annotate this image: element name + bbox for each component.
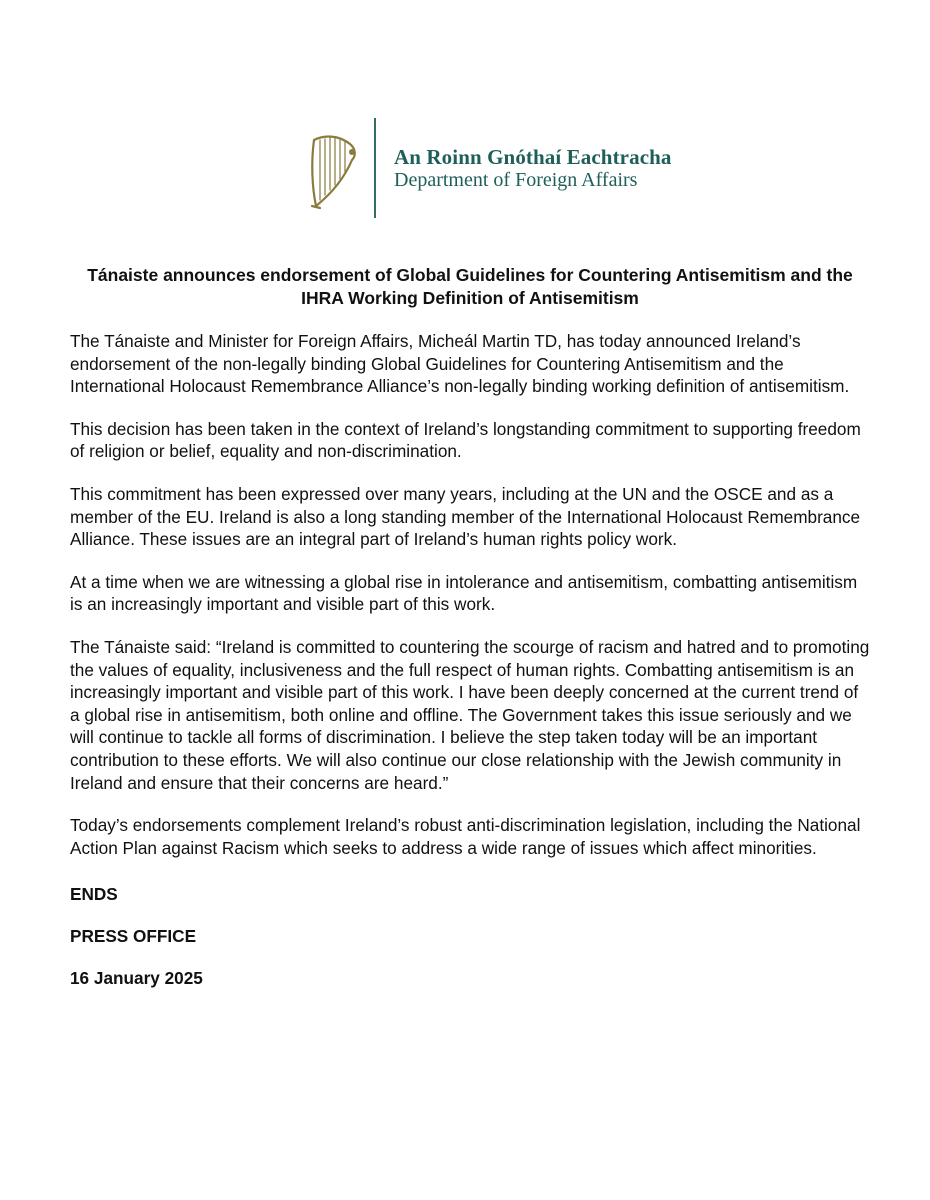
release-date: 16 January 2025 bbox=[70, 968, 203, 989]
paragraph-commitment: This commitment has been expressed over many years, including at the UN and the OSCE and as a member of the EU. Ireland is also a long standing member of the International Holocaust Remembrance Alliance. These issues are an integral part of Ireland’s human rights policy work. bbox=[70, 483, 861, 550]
letterhead-divider bbox=[374, 118, 376, 218]
press-office-label: PRESS OFFICE bbox=[70, 926, 197, 947]
paragraph-announcement: The Tánaiste and Minister for Foreign Affairs, Micheál Martin TD, has today announced Ireland’s endorsement of the non-legally binding Global Guidelines for Countering Antisemitism and the International Holocaust Remembrance Alliance’s non-legally binding working definition of antisemitism. bbox=[70, 331, 850, 397]
press-release-body bbox=[70, 264, 870, 1009]
paragraph-context: This decision has been taken in the context of Ireland’s longstanding commitment to supporting freedom of religion or belief, equality and non-discrimination. bbox=[70, 418, 861, 462]
department-name-english: Department of Foreign Affairs bbox=[394, 169, 638, 191]
department-letterhead bbox=[300, 118, 720, 228]
paragraph-tanaiste-quote: The Tánaiste said: “Ireland is committed to countering the scourge of racism and hatred and to promoting the values of equality, inclusiveness and the full respect of human rights. Combatting antisemitism is an increasingly important and visible part of this work. I have been deeply concerned at the current trend of a global rise in antisemitism, both online and offline. The Government takes this issue seriously and we will continue to tackle all forms of discrimination. I believe the step taken today will be an important contribution to these efforts. We will also continue our close relationship with the Jewish community in Ireland and ensure that their concerns are heard.” bbox=[70, 636, 870, 793]
ends-marker: ENDS bbox=[70, 884, 118, 905]
harp-icon bbox=[306, 132, 360, 212]
department-name-irish: An Roinn Gnóthaí Eachtracha bbox=[394, 145, 672, 169]
paragraph-endorsements: Today’s endorsements complement Ireland’s robust anti-discrimination legislation, including the National Action Plan against Racism which seeks to address a wide range of issues which affect minorities. bbox=[70, 815, 861, 858]
paragraph-global-rise: At a time when we are witnessing a global rise in intolerance and antisemitism, combatting antisemitism is an increasingly important and visible part of this work. bbox=[70, 571, 858, 615]
press-release-title: Tánaiste announces endorsement of Global Guidelines for Countering Antisemitism and the IHRA Working Definition of Antisemitism bbox=[87, 265, 853, 308]
